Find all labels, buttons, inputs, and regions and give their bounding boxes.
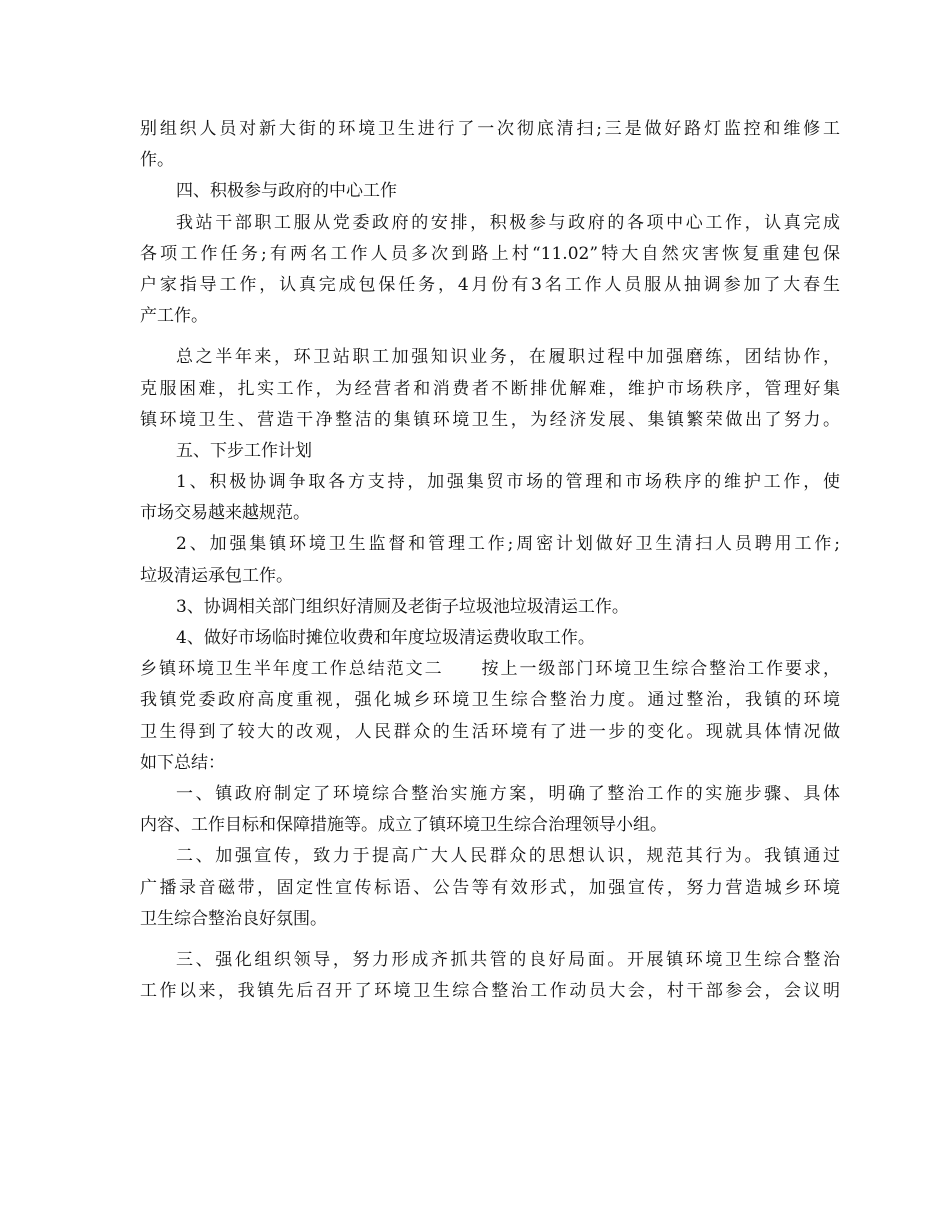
text-line: 垃圾清运承包工作。 bbox=[140, 565, 293, 586]
text-line: 总之半年来，环卫站职工加强知识业务，在履职过程中加强磨练，团结协作， bbox=[176, 347, 840, 368]
text-line: 镇环境卫生、营造干净整洁的集镇环境卫生，为经济发展、集镇繁荣做出了努力。 bbox=[140, 409, 840, 430]
text-line: 如下总结： bbox=[140, 752, 225, 773]
text-line: 三、强化组织领导，努力形成齐抓共管的良好局面。开展镇环境卫生综合整治 bbox=[176, 949, 840, 970]
text-line: 1、积极协调争取各方支持，加强集贸市场的管理和市场秩序的维护工作，使 bbox=[176, 472, 840, 493]
section-heading: 五、下步工作计划 bbox=[176, 440, 312, 461]
section-heading: 四、积极参与政府的中心工作 bbox=[176, 181, 397, 202]
text-line: 户家指导工作，认真完成包保任务，4月份有3名工作人员服从抽调参加了大春生 bbox=[140, 274, 840, 295]
text-line: 二、加强宣传，致力于提高广大人民群众的思想认识，规范其行为。我镇通过 bbox=[176, 846, 840, 867]
text-line: 克服困难，扎实工作，为经营者和消费者不断排优解难，维护市场秩序，管理好集 bbox=[140, 378, 840, 399]
document-body bbox=[140, 114, 840, 1007]
text-line: 产工作。 bbox=[140, 306, 208, 327]
text-line: 市场交易越来越规范。 bbox=[140, 503, 310, 524]
text-line: 我站干部职工服从党委政府的安排，积极参与政府的各项中心工作，认真完成 bbox=[176, 212, 840, 233]
text-line: 3、协调相关部门组织好清厕及老街子垃圾池垃圾清运工作。 bbox=[176, 596, 629, 617]
text-line: 4、做好市场临时摊位收费和年度垃圾清运费收取工作。 bbox=[176, 628, 595, 648]
text-line: 工作以来，我镇先后召开了环境卫生综合整治工作动员大会，村干部参会，会议明 bbox=[140, 981, 840, 1002]
text-line: 作。 bbox=[140, 150, 174, 171]
text-line: 别组织人员对新大街的环境卫生进行了一次彻底清扫;三是做好路灯监控和维修工 bbox=[140, 119, 840, 139]
text-line: 卫生得到了较大的改观，人民群众的生活环境有了进一步的变化。现就具体情况做 bbox=[140, 721, 840, 742]
text-line: 各项工作任务;有两名工作人员多次到路上村“11.02”特大自然灾害恢复重建包保 bbox=[140, 243, 840, 264]
text-line: 广播录音磁带，固定性宣传标语、公告等有效形式，加强宣传，努力营造城乡环境 bbox=[140, 877, 840, 898]
text-line: 一、镇政府制定了环境综合整治实施方案，明确了整治工作的实施步骤、具体 bbox=[176, 783, 840, 804]
text-line: 内容、工作目标和保障措施等。成立了镇环境卫生综合治理领导小组。 bbox=[140, 815, 667, 836]
text-line: 卫生综合整治良好氛围。 bbox=[140, 908, 327, 929]
text-line: 乡镇环境卫生半年度工作总结范文二 按上一级部门环境卫生综合整治工作要求， bbox=[140, 659, 840, 680]
text-line: 我镇党委政府高度重视，强化城乡环境卫生综合整治力度。通过整治，我镇的环境 bbox=[140, 690, 840, 711]
text-line: 2、加强集镇环境卫生监督和管理工作;周密计划做好卫生清扫人员聘用工作; bbox=[176, 534, 840, 555]
